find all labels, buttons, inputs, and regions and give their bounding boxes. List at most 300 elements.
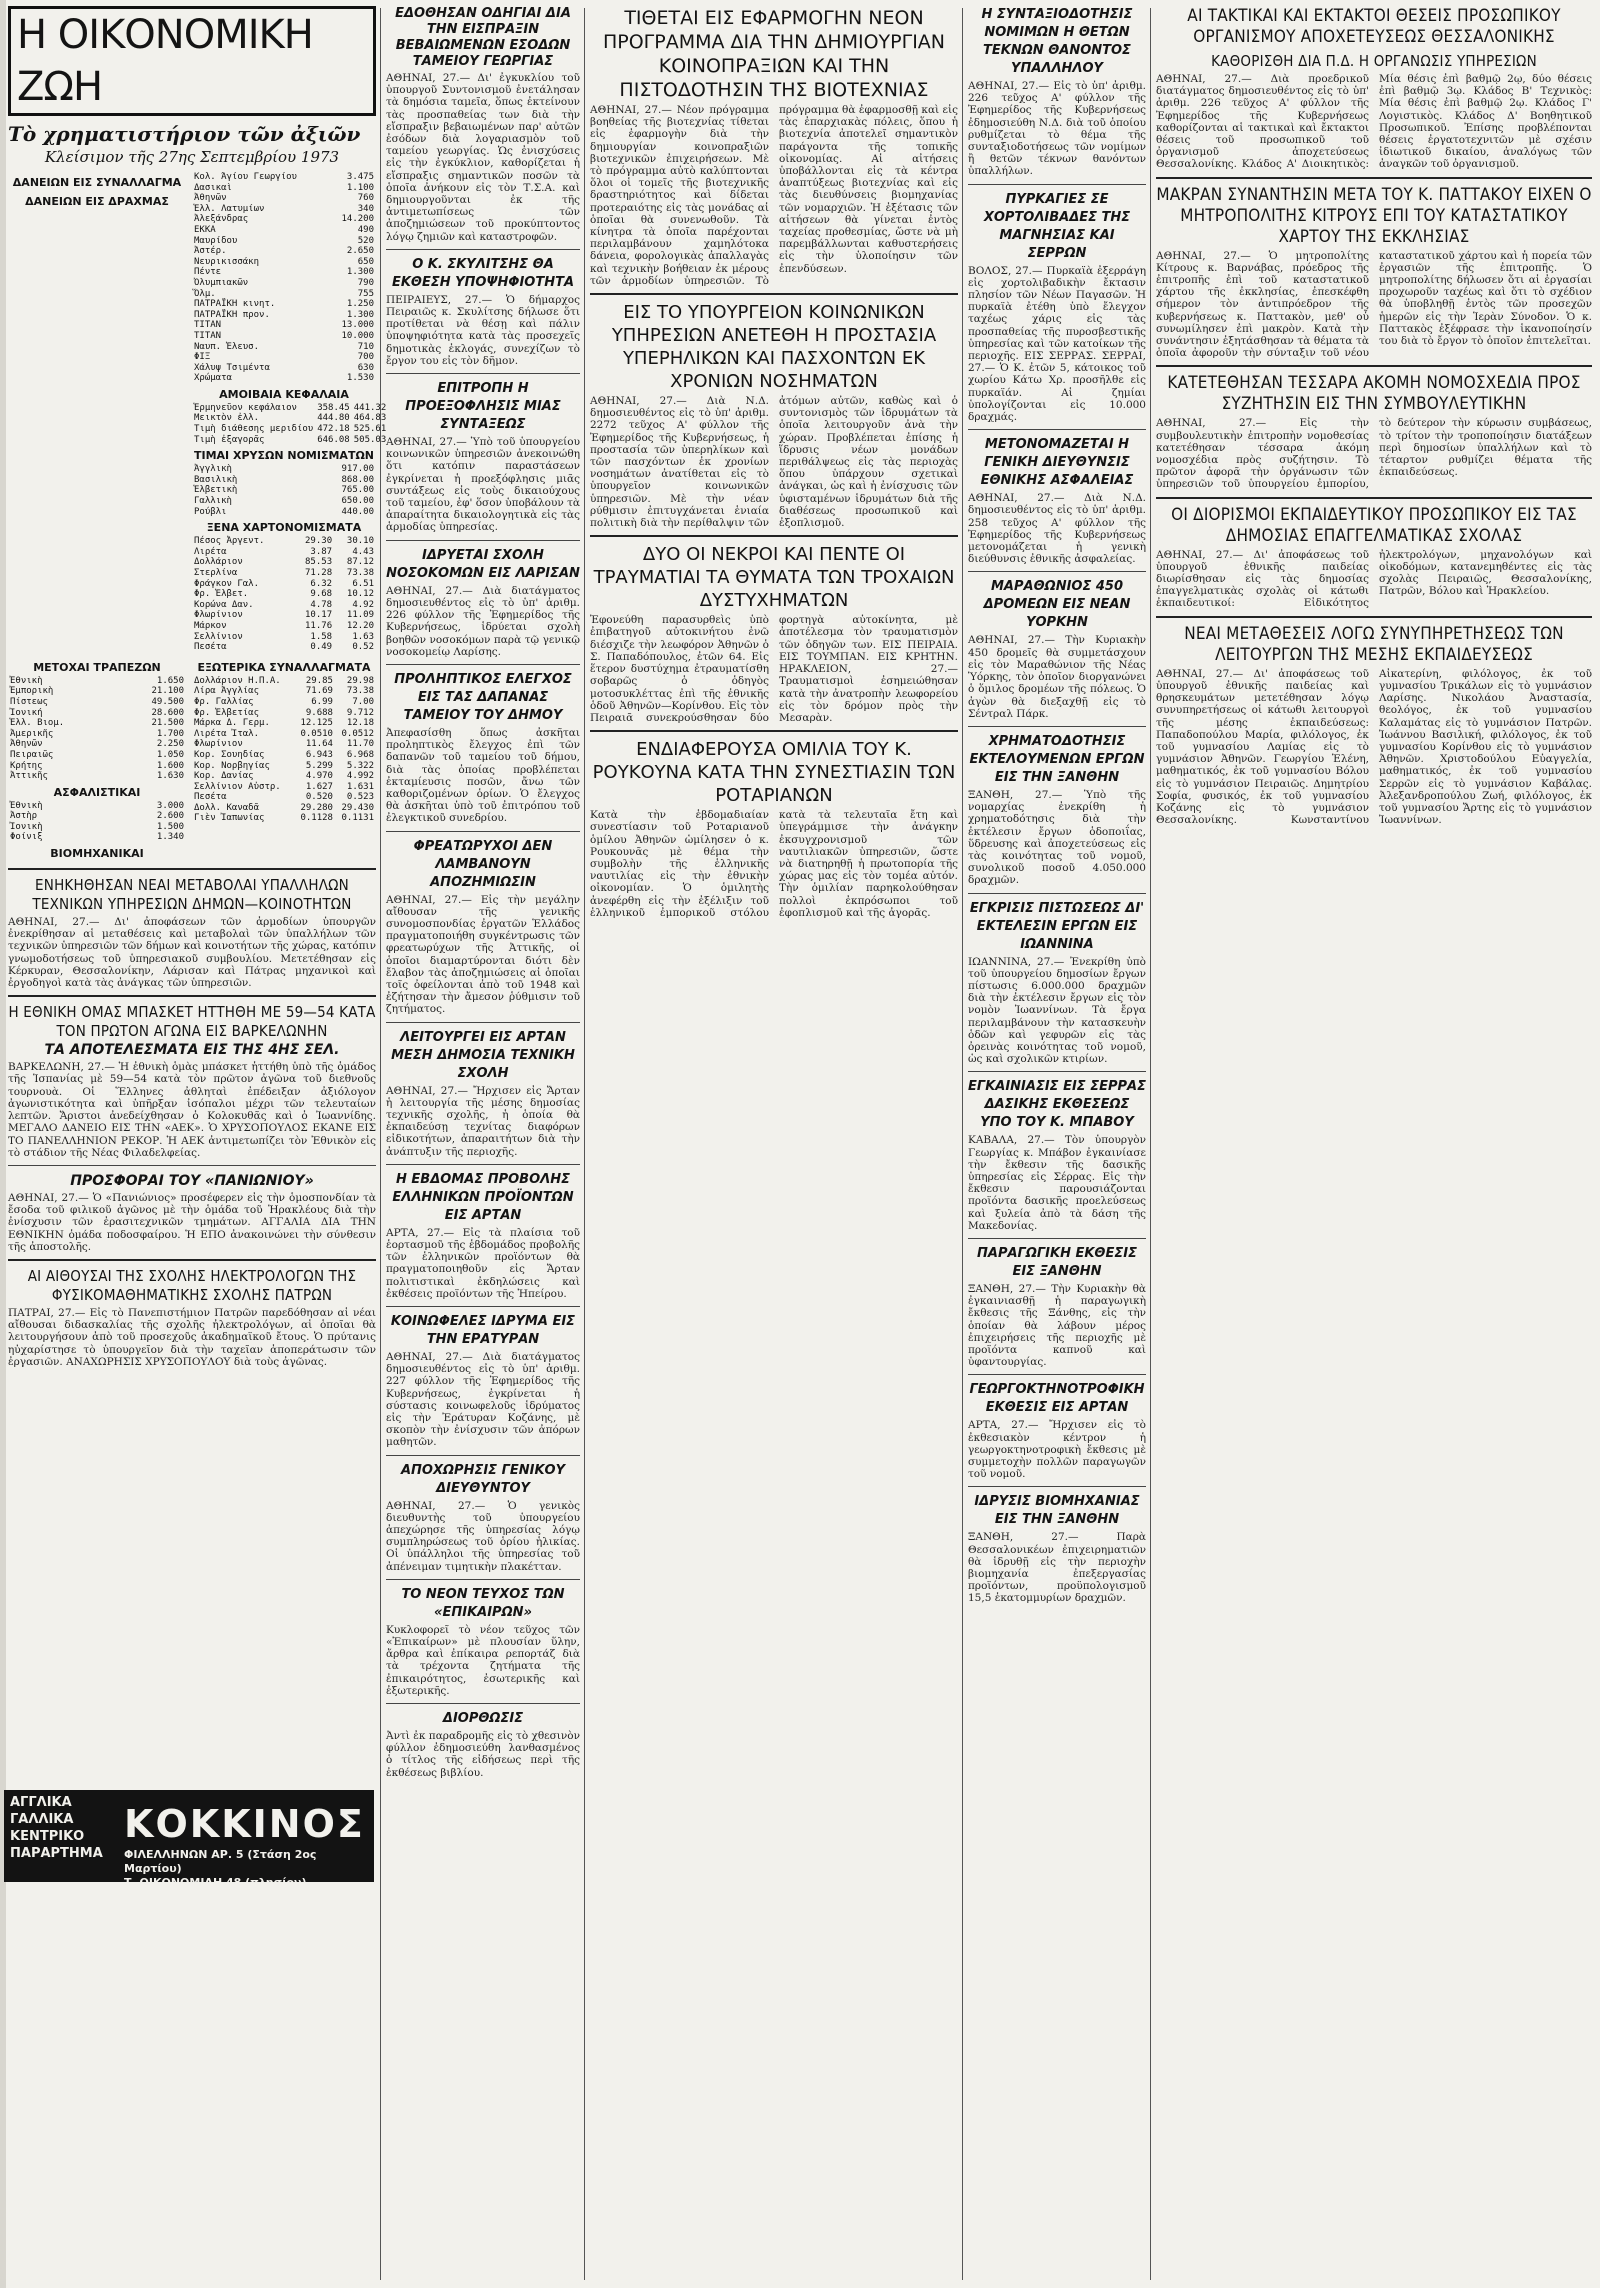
quote-value: 12.18: [346, 718, 374, 729]
quote-name: Κρήτης: [10, 760, 43, 771]
quote-name: Νευρικισσάκη: [194, 256, 260, 267]
quote-value: 2.650: [346, 246, 374, 257]
quote-name: Ἀττικῆς: [10, 771, 48, 782]
quote-name: Ρούβλι: [194, 506, 227, 517]
story-heading: Ο Κ. ΣΚΥΛΙΤΣΗΣ ΘΑ ΕΚΘΕΣΗ ΥΠΟΨΗΦΙΟΤΗΤΑ: [391, 256, 575, 290]
quote-row: [192, 642, 376, 653]
story-heading: Η ΕΘΝΙΚΗ ΟΜΑΣ ΜΠΑΣΚΕΤ ΗΤΤΗΘΗ ΜΕ 59—54 ΚΑΤΑ ΤΟΝ ΠΡΩΤΟΝ ΑΓΩΝΑ ΕΙΣ ΒΑΡΚΕΛΩΝΗΝ: [8, 1003, 376, 1041]
column-5: [1156, 6, 1592, 2282]
quote-value: 6.51: [352, 578, 374, 589]
story-text: ΑΘΗΝΑΙ, 27.— Ὁ «Πανιώνιος» προσέφερεν εἰς τὴν ὁμοσπονδίαν τὰ ἔσοδα τοῦ φιλικοῦ ἀγῶνος μὲ τὴν ὁμάδα τοῦ Ἡρακλέους διὰ τὴν ἐνίσχυσιν τῶν ἐρασιτεχνικῶν τμημάτων. ΑΓΓΑΛΙΑ ΔΙΑ ΤΗΝ ΕΘΝΙΚΗΝ ὁμάδα ποδοσφαίρου. Ἡ ΕΠΟ ἀνακοινώνει τὴν σύνθεσιν τῆς ἀποστολῆς.: [8, 1191, 376, 1253]
quote-row: [8, 761, 186, 772]
story-text: ΙΩΑΝΝΙΝΑ, 27.— Ἐνεκρίθη ὑπὸ τοῦ ὑπουργείου δημοσίων ἔργων πίστωσις 6.000.000 δραχμῶν διὰ τὴν ἐκτέλεσιν ἔργων εἰς τὸν νομὸν Ἰωαννίνων. Τὰ ἔργα περιλαμβάνουν τὴν κατασκευὴν ὁδῶν καὶ γεφυρῶν εἰς τὰς ὀρεινὰς κοινότητας τοῦ νομοῦ, ὡς καὶ σχολικῶν κτιρίων.: [968, 955, 1146, 1066]
quote-name: Ἑρμηνεῦον κεφάλαιον: [194, 402, 297, 413]
quote-value: 28.600: [151, 707, 184, 718]
divider: [968, 1374, 1146, 1375]
story-text: ΑΘΗΝΑΙ, 27.— Ὁ μητροπολίτης Κίτρους κ. Βαρνάβας, πρόεδρος τῆς ἐπιτροπῆς ἐπὶ τοῦ καταστατικοῦ χάρτου τῆς ἐκκλησίας, ἐπεσκέφθη σήμερον τὸν ἀντιπρόεδρον τῆς κυβερνήσεως κ. Παττακὸν, μεθ' οὗ συνωμίλησεν ἐπὶ μακρὸν. Κατὰ τὴν συνάντησιν ἐξητάσθησαν τὰ θέματα τὰ ὁποῖα ἀφοροῦν τὴν σύνταξιν τοῦ νέου καταστατικοῦ χάρτου καὶ ἡ πορεία τῶν ἐργασιῶν τῆς ἐπιτροπῆς. Ὁ μητροπολίτης δήλωσεν ὅτι αἱ ἐργασίαι προχωροῦν ταχέως καὶ ὅτι τὸ σχέδιον θὰ ὑποβληθῇ ἐντὸς τῶν προσεχῶν ἡμερῶν εἰς τὴν Ἱερὰν Σύνοδον. Ὁ κ. Παττακὸς ἐξέφρασε τὴν ἱκανοποίησίν του διὰ τὸ ἔργον τὸ ὁποῖον ἐπιτελεῖται.: [1156, 249, 1592, 360]
quote-name: Ἀλεξάνδρας: [194, 214, 249, 225]
quote-value: 73.38: [346, 686, 374, 697]
quote-value: 9.68: [310, 589, 333, 600]
quote-row: [8, 686, 186, 697]
quote-row: [192, 183, 376, 194]
column-2: [386, 6, 580, 2282]
story-text: ΑΘΗΝΑΙ, 27.— Διὰ προεδρικοῦ διατάγματος δημοσιευθέντος εἰς τὸ ὑπ' ἀριθμ. 226 τεῦχος Α' φύλλον τῆς Ἐφημερίδος τῆς Κυβερνήσεως καθορίζονται αἱ τακτικαὶ καὶ ἔκτακτοι θέσεις τοῦ προσωπικοῦ τοῦ ὀργανισμοῦ ἀποχετεύσεως Θεσσαλονίκης. Κλάδος Α' Διοικητικὸς: Μία θέσις ἐπὶ βαθμῷ 2ῳ, δύο θέσεις ἐπὶ βαθμῷ 3ῳ. Κλάδος Β' Τεχνικὸς: Μία θέσις ἐπὶ βαθμῷ 2ῳ. Κλάδος Γ' Λογιστικὸς. Κλάδος Δ' Βοηθητικοῦ Προσωπικοῦ. Ἐπίσης προβλέπονται θέσεις ἐργατοτεχνιτῶν μὲ σχέσιν ἰδιωτικοῦ δικαίου, ἀναλόγως τῶν ἀναγκῶν τοῦ ὀργανισμοῦ.: [1156, 73, 1592, 171]
column-rule: [1150, 8, 1151, 2280]
quote-name: Σελλίνιον Αὐστρ.: [194, 781, 281, 792]
quote-name: Ἀμερικῆς: [10, 728, 54, 739]
quote-value: 4.92: [352, 599, 374, 610]
quote-row: [192, 475, 376, 486]
heading-exoterika: ΕΞΩΤΕΡΙΚΑ ΣΥΝΑΛΛΑΓΜΑΤΑ: [197, 660, 371, 674]
story-heading: ΠΥΡΚΑΓΙΕΣ ΣΕ ΧΟΡΤΟΛΙΒΑΔΕΣ ΤΗΣ ΜΑΓΝΗΣΙΑΣ ΚΑΙ ΣΕΡΡΩΝ: [983, 191, 1131, 261]
quote-value: 1.300: [346, 309, 374, 320]
quote-name: ΠΑΤΡΑΪΚΗ κινητ.: [194, 299, 276, 310]
quote-row: [8, 697, 186, 708]
story-text: ΑΘΗΝΑΙ, 27.— Νέον πρόγραμμα βοηθείας τῆς βιοτεχνίας τίθεται εἰς ἐφαρμογὴν διὰ τὴν δημιουργίαν κοινοπραξιῶν βιοτεχνικῶν ἐπιχειρήσεων. Μὲ τὸ πρόγραμμα αὐτὸ καλύπτονται ὅλοι οἱ τομεῖς τῆς βιοτεχνικῆς δραστηριότητος καὶ δίδεται προτεραιότης εἰς τὰς μονάδας αἱ ὁποῖαι θὰ συνενωθοῦν. Τὰ κίνητρα τὰ ὁποῖα παρέχονται περιλαμβάνουν χαμηλότοκα δάνεια, φορολογικὰς ἀπαλλαγὰς καὶ τεχνικὴν βοήθειαν ἐκ μέρους τῶν ἁρμοδίων ὑπηρεσιῶν. Τὸ πρόγραμμα θὰ ἐφαρμοσθῇ καὶ εἰς τὰς ἐπαρχιακὰς πόλεις, ὅπου ἡ βιοτεχνία ἀποτελεῖ σημαντικὸν παράγοντα τῆς τοπικῆς οἰκονομίας. Αἱ αἰτήσεις ὑποβάλλονται εἰς τὰ κέντρα ἀναπτύξεως βιοτεχνίας καὶ εἰς τὰς διευθύνσεις βιομηχανίας τῶν νομαρχιῶν. Ἡ ἐξέτασις τῶν αἰτήσεων θὰ γίνεται ἐντὸς ταχείας προθεσμίας, ὥστε νὰ μὴ παρεμβάλλωνται καθυστερήσεις εἰς τὴν ὑλοποίησιν τῶν ἐπενδύσεων.: [590, 104, 958, 287]
story-heading: ΔΥΟ ΟΙ ΝΕΚΡΟΙ ΚΑΙ ΠΕΝΤΕ ΟΙ ΤΡΑΥΜΑΤΙΑΙ ΤΑ ΘΥΜΑΤΑ ΤΩΝ ΤΡΟΧΑΙΩΝ ΔΥΣΤΥΧΗΜΑΤΩΝ: [593, 544, 955, 612]
quote-value: 1.250: [346, 299, 374, 310]
quote-value: 87.12: [346, 557, 374, 568]
story-text: Ἀντὶ ἐκ παραδρομῆς εἰς τὸ χθεσινὸν φύλλον ἐδημοσιεύθη λανθασμένος ὁ τίτλος τῆς εἰδήσεως περὶ τῆς ἐκθέσεως βιβλίου.: [386, 1730, 580, 1779]
story-heading: ΕΙΣ ΤΟ ΥΠΟΥΡΓΕΙΟΝ ΚΟΙΝΩΝΙΚΩΝ ΥΠΗΡΕΣΙΩΝ ΑΝΕΤΕΘΗ Η ΠΡΟΣΤΑΣΙΑ ΥΠΕΡΗΛΙΚΩΝ ΚΑΙ ΠΑΣΧΟΝΤΩΝ ΕΚ ΧΡΟΝΙΩΝ ΝΟΣΗΜΑΤΩΝ: [611, 302, 937, 393]
quote-name: Ἑλλ. Λατυμίων: [194, 203, 265, 214]
quote-value: 700: [357, 352, 374, 363]
divider: [1156, 616, 1592, 618]
quotes-table-xena: [192, 536, 376, 653]
quote-value: 630: [357, 362, 374, 373]
ad-languages: ΑΓΓΛΙΚΑ ΓΑΛΛΙΚΑ ΚΕΝΤΡΙΚΟ ΠΑΡΑΡΤΗΜΑ: [10, 1795, 103, 1861]
quote-row: [192, 424, 388, 435]
story-heading: ΓΕΩΡΓΟΚΤΗΝΟΤΡΟΦΙΚΗ ΕΚΘΕΣΙΣ ΕΙΣ ΑΡΤΑΝ: [969, 1382, 1145, 1416]
divider: [386, 831, 580, 832]
quote-value: 1.627: [305, 781, 333, 792]
quote-row: [8, 739, 186, 750]
story-text: ΑΘΗΝΑΙ, 27.— Ὁ γενικὸς διευθυντὴς τοῦ ὑπουργείου ἀπεχώρησε τῆς ὑπηρεσίας λόγῳ συμπληρώσεως τοῦ ὁρίου ἡλικίας. Οἱ ὑπάλληλοι τῆς ὑπηρεσίας τοῦ ἀπένειμαν τιμητικὴν πλακέτταν.: [386, 1499, 580, 1573]
column-rule: [584, 8, 585, 2280]
quote-row: [192, 363, 376, 374]
quote-value: 30.10: [346, 536, 374, 547]
page-edge: [0, 0, 6, 2288]
quote-row: [192, 739, 376, 750]
quote-value: 505.03: [353, 434, 387, 445]
quote-value: 12.125: [300, 718, 333, 729]
quote-name: Τιμὴ διάθεσης μεριδίου: [194, 424, 314, 435]
quote-name: Κορώνα Δαν.: [194, 599, 254, 610]
quote-name: ΠΑΤΡΑΪΚΗ προν.: [194, 309, 270, 320]
divider: [968, 1071, 1146, 1072]
quote-row: [192, 557, 376, 568]
quote-value: 650: [357, 256, 374, 267]
story-subheading: ΤΑ ΑΠΟΤΕΛΕΣΜΑΤΑ ΕΙΣ ΤΗΣ 4ΗΣ ΣΕΛ.: [44, 1042, 340, 1059]
quote-row: [8, 708, 186, 719]
divider: [968, 571, 1146, 572]
quote-row: [192, 403, 388, 414]
quote-row: [192, 496, 376, 507]
divider: [8, 1259, 376, 1261]
quote-row: [192, 600, 376, 611]
quotes-table-trapezon: [8, 676, 186, 782]
quote-name: Ἐθνικὴ: [10, 675, 43, 686]
story-text: ΒΑΡΚΕΛΩΝΗ, 27.— Ἡ ἐθνικὴ ὁμὰς μπάσκετ ἡττήθη ὑπὸ τῆς ὁμάδος τῆς Ἱσπανίας μὲ 59—54 κατὰ τὸν πρῶτον ἀγῶνα τοῦ διεθνοῦς τουρνουὰ. Οἱ Ἕλληνες ἀθληταὶ ἐπέδειξαν ἀξιόλογον ἀγωνιστικότητα καὶ ὑπῆρξαν ἰσόπαλοι μέχρι τῶν τελευταίων λεπτῶν. Ἄριστοι ἀνεδείχθησαν ὁ Κολοκυθᾶς καὶ ὁ Ἰωαννίδης. ΜΕΓΑΛΟ ΔΑΝΕΙΟ ΕΙΣ ΤΗΝ «ΑΕΚ». Ὁ ΧΡΥΣΟΠΟΥΛΟΣ ΕΚΑΝΕ ΕΙΣ ΤΟ ΠΑΝΕΛΛΗΝΙΟΝ ΡΕΚΟΡ. Ἡ ΑΕΚ ἀντιμετωπίζει τὸν Ἐθνικὸν εἰς τὸ στάδιον τῆς Νέας Φιλαδελφείας.: [8, 1061, 376, 1159]
quote-row: [8, 729, 186, 740]
story-text: ΑΘΗΝΑΙ, 27.— Δι' ἀποφάσεως τοῦ ὑπουργοῦ ἐθνικῆς παιδείας καὶ θρησκευμάτων μετετέθησαν λόγῳ συνυπηρετήσεως οἱ κάτωθι λειτουργοὶ τῆς μέσης ἐκπαιδεύσεως: Παπαδοπούλου Μαρία, φιλόλογος, ἐκ τοῦ γυμνασίου Λαμίας εἰς τὸ γυμνάσιον Ἀθηνῶν. Γεωργίου Ἑλένη, μαθηματικός, ἐκ τοῦ γυμνασίου Βόλου εἰς τὸ γυμνάσιον Πειραιῶς. Δημητρίου Σοφία, φυσικός, ἐκ τοῦ γυμνασίου Κοζάνης εἰς τὸ γυμνάσιον Θεσσαλονίκης. Κωνσταντίνου Αἰκατερίνη, φιλόλογος, ἐκ τοῦ γυμνασίου Τρικάλων εἰς τὸ γυμνάσιον Λαρίσης. Νικολάου Ἀναστασία, θεολόγος, ἐκ τοῦ γυμνασίου Καλαμάτας εἰς τὸ γυμνάσιον Πατρῶν. Ἰωάννου Βασιλική, φιλόλογος, ἐκ τοῦ γυμνασίου Κορίνθου εἰς τὸ γυμνάσιον Ἀθηνῶν. Χριστοδούλου Εὐαγγελία, μαθηματικός, ἐκ τοῦ γυμνασίου Σερρῶν εἰς τὸ γυμνάσιον Καβάλας. Ἀλεξανδροπούλου Ζωή, φιλόλογος, ἐκ τοῦ γυμνασίου Ἄρτης εἰς τὸ γυμνάσιον Ἰωαννίνων.: [1156, 667, 1592, 827]
quote-value: 6.99: [311, 696, 333, 707]
quote-row: [192, 813, 376, 824]
heading-amoibaia: ΑΜΟΙΒΑΙΑ ΚΕΦΑΛΑΙΑ: [219, 387, 349, 401]
quote-value: 49.500: [151, 696, 184, 707]
divider: [1156, 365, 1592, 367]
story-text: Ἀπεφασίσθη ὅπως ἀσκῆται προληπτικὸς ἔλεγχος ἐπὶ τῶν δαπανῶν τοῦ ταμείου τοῦ δήμου, διὰ τὰς ὁποίας προβλέπεται ἐκταμίευσις ποσῶν, ἄνω τῶν καθοριζομένων ὁρίων. Ὁ ἔλεγχος θὰ ἀσκῆται ὑπὸ τοῦ ἐπιτρόπου τοῦ ἐλεγκτικοῦ συνεδρίου.: [386, 726, 580, 825]
quote-name: Ἐθνικὴ: [10, 800, 43, 811]
story-heading: ΛΕΙΤΟΥΡΓΕΙ ΕΙΣ ΑΡΤΑΝ ΜΕΣΗ ΔΗΜΟΣΙΑ ΤΕΧΝΙΚΗ ΣΧΟΛΗ: [391, 1029, 575, 1081]
quote-value: 0.520: [305, 792, 333, 803]
quote-value: 525.61: [353, 424, 387, 435]
quote-name: Χρώματα: [194, 373, 232, 384]
quote-row: [192, 373, 376, 384]
story-heading: ΕΓΚΡΙΣΙΣ ΠΙΣΤΩΣΕΩΣ ΔΙ' ΕΚΤΕΛΕΣΙΝ ΕΡΓΩΝ ΕΙΣ ΙΩΑΝΝΙΝΑ: [969, 900, 1145, 952]
story-heading: ΑΠΟΧΩΡΗΣΙΣ ΓΕΝΙΚΟΥ ΔΙΕΥΘΥΝΤΟΥ: [400, 1462, 566, 1496]
divider: [1156, 497, 1592, 499]
quote-row: [192, 320, 376, 331]
quote-value: 2.600: [156, 811, 184, 822]
quote-value: 11.64: [305, 739, 333, 750]
quote-row: [192, 225, 376, 236]
story-heading: ΦΡΕΑΤΩΡΥΧΟΙ ΔΕΝ ΛΑΜΒΑΝΟΥΝ ΑΠΟΖΗΜΙΩΣΙΝ: [413, 838, 553, 890]
story-text: ΑΘΗΝΑΙ, 27.— Δι' ἐγκυκλίου τοῦ ὑπουργοῦ Συντονισμοῦ ἐνετάλησαν τὰ δημόσια ταμεῖα, ὅπως ἐκτείνουν τὰς προσπαθείας των διὰ τὴν εἴσπραξιν βεβαιωμένων παρ' αὐτῶν ἐσόδων διὰ λογαριασμὸν τοῦ ταμείου γεωργίας. Ὡς ἐνισχύσεις εἰς τὴν ἐγκύκλιον, καθορίζεται ἡ εἴσπραξις σημαντικῶν ποσῶν τὰ ὁποῖα ἀνήκουν εἰς τὸν Τ.Σ.Α. καὶ δημιουργοῦνται ἐκ τῆς ἀντιμετωπίσεως τῶν ἀποζημιώσεων τοῦ προκύπτοντος λόγῳ ζημιῶν καὶ καταστροφῶν.: [386, 72, 580, 243]
quote-value: 6.943: [305, 749, 333, 760]
story-text: ΠΑΤΡΑΙ, 27.— Εἰς τὸ Πανεπιστήμιον Πατρῶν παρεδόθησαν αἱ νέαι αἴθουσαι διδασκαλίας τῆς σχολῆς ἠλεκτρολόγων, αἱ ὁποῖαι θὰ λειτουργήσουν ἀπὸ τοῦ προσεχοῦς ἀκαδημαϊκοῦ ἔτους. Ὁ πρύτανις ηὐχαρίστησε τὸ ὑπουργεῖον διὰ τὴν ταχεῖαν ἀποπεράτωσιν τῶν ἐργασιῶν. ΑΝΑΧΩΡΗΣΙΣ ΧΡΥΣΟΠΟΥΛΟΥ διὰ τοὺς ἀγῶνας.: [8, 1306, 376, 1368]
quotes-area-2: [8, 657, 376, 862]
quote-name: Ναυπ. Ἐλευσ.: [194, 341, 260, 352]
divider: [386, 373, 580, 374]
quote-row: [192, 579, 376, 590]
quote-value: 11.09: [346, 610, 374, 621]
quote-name: Πέντε: [194, 267, 222, 278]
quote-value: 29.430: [341, 802, 374, 813]
story-heading: ΔΙΟΡΘΩΣΙΣ: [442, 1711, 524, 1727]
story-text: ΒΟΛΟΣ, 27.— Πυρκαϊὰ ἐξερράγη εἰς χορτολιβαδικὴν ἔκτασιν πλησίον τῶν Νέων Παγασῶν. Ἡ πυρκαϊὰ ἐτέθη ὑπὸ ἔλεγχον ταχέως χάρις εἰς τὰς προσπαθείας τῆς πυροσβεστικῆς ὑπηρεσίας καὶ τῶν κατοίκων τῆς περιοχῆς. ΕΙΣ ΣΕΡΡΑΣ. ΣΕΡΡΑΙ, 27.— Ὁ Κ. ἐτῶν 5, κάτοικος τοῦ χωρίου Κάτω Χρ. προσῆλθε εἰς πυρκαϊάν. Αἱ ζημίαι ὑπολογίζονται εἰς 10.000 δραχμάς.: [968, 264, 1146, 424]
quote-value: 1.650: [156, 675, 184, 686]
quote-name: Φλωρίνιον: [194, 739, 243, 750]
story-heading: ΙΔΡΥΕΤΑΙ ΣΧΟΛΗ ΝΟΣΟΚΟΜΩΝ ΕΙΣ ΛΑΡΙΣΑΝ: [386, 547, 580, 581]
quote-value: 29.280: [300, 802, 333, 813]
quote-name: Κορ. Δανίας: [194, 771, 254, 782]
divider: [968, 1238, 1146, 1239]
story-heading: ΜΑΡΑΘΩΝΙΟΣ 450 ΔΡΟΜΕΩΝ ΕΙΣ ΝΕΑΝ ΥΟΡΚΗΝ: [983, 579, 1131, 631]
quote-row: [192, 792, 376, 803]
quote-value: 7.00: [352, 696, 374, 707]
quote-name: Φλωρίνιον: [194, 610, 243, 621]
quote-value: 4.992: [346, 771, 374, 782]
quote-value: 11.70: [346, 739, 374, 750]
quote-name: Ἰονική: [10, 707, 43, 718]
quote-value: 6.32: [310, 578, 333, 589]
quote-value: 0.523: [346, 792, 374, 803]
quote-name: Πίστεως: [10, 696, 48, 707]
quote-name: Βασιλικὴ: [194, 474, 238, 485]
story-heading: Η ΣΥΝΤΑΞΙΟΔΟΤΗΣΙΣ ΝΟΜΙΜΩΝ Η ΘΕΤΩΝ ΤΕΚΝΩΝ ΘΑΝΟΝΤΟΣ ΥΠΑΛΛΗΛΟΥ: [981, 7, 1133, 76]
column-rule: [962, 8, 963, 2280]
column-economic: [8, 6, 387, 2282]
quote-row: [192, 193, 376, 204]
quote-row: [192, 435, 388, 446]
story-heading: ΕΝΔΙΑΦΕΡΟΥΣΑ ΟΜΙΛΙΑ ΤΟΥ Κ. ΡΟΥΚΟΥΝΑ ΚΑΤΑ ΤΗΝ ΣΥΝΕΣΤΙΑΣΙΝ ΤΩΝ ΡΟΤΑΡΙΑΝΩΝ: [592, 739, 956, 807]
story-text: ΑΡΤΑ, 27.— Εἰς τὰ πλαίσια τοῦ ἑορτασμοῦ τῆς ἑβδομάδος προβολῆς τῶν ἑλληνικῶν προϊόντων θὰ πραγματοποιηθοῦν εἰς Ἄρταν πολιτιστικαὶ ἐκδηλώσεις καὶ ἐκθέσεις προϊόντων τῆς Ἠπείρου.: [386, 1226, 580, 1300]
quote-name: Πεσέτα: [194, 642, 227, 653]
quote-name: Ὅλμ.: [194, 288, 216, 299]
quote-name: Ἑλβετικὴ: [194, 485, 238, 496]
quote-name: Φράγκον Γαλ.: [194, 578, 260, 589]
quote-value: 10.17: [305, 610, 333, 621]
divider: [386, 1455, 580, 1456]
divider: [590, 535, 958, 537]
quote-value: 3.87: [310, 546, 333, 557]
divider: [386, 540, 580, 541]
quote-name: Ὀλυμπιακῶν: [194, 277, 249, 288]
quote-name: Ἀθηνῶν: [10, 739, 43, 750]
quote-row: [8, 718, 186, 729]
story-heading: ΚΟΙΝΩΦΕΛΕΣ ΙΔΡΥΜΑ ΕΙΣ ΤΗΝ ΕΡΑΤΥΡΑΝ: [390, 1314, 576, 1347]
ad-brand: ΚΟΚΚΙΝΟΣ: [124, 1802, 365, 1846]
quote-name: Φρ. Ἑλβετίας: [194, 707, 260, 718]
column-3: [590, 6, 958, 2282]
divider: [386, 1022, 580, 1023]
quote-row: [192, 782, 376, 793]
quote-value: 490: [357, 224, 374, 235]
quote-row: [192, 697, 376, 708]
quote-name: Κορ. Νορβηγίας: [194, 760, 270, 771]
quote-row: [192, 214, 376, 225]
quote-name: Κορ. Σουηδίας: [194, 749, 265, 760]
quote-name: Φοίνιξ: [10, 832, 43, 843]
quotes-area: [8, 172, 387, 653]
quote-value: 2.250: [156, 739, 184, 750]
story-heading: Η ΕΒΔΟΜΑΣ ΠΡΟΒΟΛΗΣ ΕΛΛΗΝΙΚΩΝ ΠΡΟΪΟΝΤΩΝ ΕΙΣ ΑΡΤΑΝ: [392, 1171, 574, 1223]
quote-row: [192, 485, 376, 496]
quote-row: [8, 832, 186, 843]
quote-value: 1.63: [352, 631, 374, 642]
quote-value: 0.0510: [300, 728, 333, 739]
quote-value: 14.200: [341, 214, 374, 225]
quotes-left: [8, 172, 186, 653]
story-heading: ΤΟ ΝΕΟΝ ΤΕΥΧΟΣ ΤΩΝ «ΕΠΙΚΑΙΡΩΝ»: [401, 1586, 565, 1620]
story-text: ΞΑΝΘΗ, 27.— Τὴν Κυριακὴν θὰ ἐγκαινιασθῇ ἡ παραγωγικὴ ἔκθεσις τῆς Ξάνθης, εἰς τὴν ὁποίαν θὰ λάβουν μέρος ἐπιχειρήσεις τῆς περιοχῆς μὲ προϊόντα καπνοῦ καὶ ὑφαντουργίας.: [968, 1282, 1146, 1369]
divider: [1156, 177, 1592, 179]
quote-value: 4.78: [310, 599, 333, 610]
quote-value: 650.00: [341, 496, 374, 507]
quote-row: [192, 172, 376, 183]
story-heading: ΜΑΚΡΑΝ ΣΥΝΑΝΤΗΣΙΝ ΜΕΤΑ ΤΟΥ Κ. ΠΑΤΤΑΚΟΥ ΕΙΧΕΝ Ο ΜΗΤΡΟΠΟΛΙΤΗΣ ΚΙΤΡΟΥΣ ΕΠΙ ΤΟΥ ΚΑΤΑΣΤΑΤΙΚΟΥ ΧΑΡΤΟΥ ΤΗΣ ΕΚΚΛΗΣΙΑΣ: [1156, 184, 1592, 247]
quote-name: Ἑλλ. Βιομ.: [10, 718, 65, 729]
quote-name: Μάρκα Δ. Γερμ.: [194, 718, 270, 729]
quote-row: [192, 464, 376, 475]
quote-name: Γιὲν Ἰαπωνίας: [194, 813, 265, 824]
quote-row: [192, 750, 376, 761]
divider: [386, 1306, 580, 1307]
quote-value: 917.00: [341, 464, 374, 475]
quote-name: Φρ. Γαλλίας: [194, 696, 254, 707]
quote-value: 1.500: [156, 821, 184, 832]
quote-name: Μάρκον: [194, 620, 227, 631]
quote-name: Κολ. Άγίου Γεωργίου: [194, 172, 297, 182]
quote-name: ΤΙΤΑΝ: [194, 320, 222, 331]
story-heading: ΙΔΡΥΣΙΣ ΒΙΟΜΗΧΑΝΙΑΣ ΕΙΣ ΤΗΝ ΞΑΝΘΗΝ: [974, 1494, 1140, 1528]
quote-row: [192, 507, 376, 518]
quote-value: 441.32: [353, 402, 387, 413]
quote-value: 3.000: [156, 800, 184, 811]
quote-value: 12.20: [346, 620, 374, 631]
quote-row: [8, 676, 186, 687]
divider: [968, 1486, 1146, 1487]
quote-value: 1.631: [346, 781, 374, 792]
story-text: ΑΘΗΝΑΙ, 27.— Δι' ἀποφάσεως τοῦ ὑπουργοῦ ἐθνικῆς παιδείας διωρίσθησαν εἰς τὰς δημοσίας ἐπαγγελματικὰς σχολὰς οἱ κάτωθι ἐκπαιδευτικοί: Εἰδικότητος ἠλεκτρολόγων, μηχανολόγων καὶ οἰκοδόμων, κατανεμηθέντες εἰς τὰς σχολὰς Πειραιῶς, Θεσσαλονίκης, Πατρῶν, Βόλου καὶ Ἡρακλείου.: [1156, 548, 1592, 610]
quote-row: [192, 352, 376, 363]
quote-value: 29.85: [305, 675, 333, 686]
quote-value: 0.52: [352, 642, 374, 653]
story-heading: ΤΙΘΕΤΑΙ ΕΙΣ ΕΦΑΡΜΟΓΗΝ ΝΕΟΝ ΠΡΟΓΡΑΜΜΑ ΔΙΑ ΤΗΝ ΔΗΜΙΟΥΡΓΙΑΝ ΚΟΙΝΟΠΡΑΞΙΩΝ ΚΑΙ ΤΗΝ ΠΙΣΤΟΔΟΤΗΣΙΝ ΤΗΣ ΒΙΟΤΕΧΝΙΑΣ: [602, 7, 946, 101]
story-heading: ΑΙ ΑΙΘΟΥΣΑΙ ΤΗΣ ΣΧΟΛΗΣ ΗΛΕΚΤΡΟΛΟΓΩΝ ΤΗΣ ΦΥΣΙΚΟΜΑΘΗΜΑΤΙΚΗΣ ΣΧΟΛΗΣ ΠΑΤΡΩΝ: [27, 1266, 357, 1304]
quote-value: 358.45: [317, 402, 350, 413]
quote-row: [8, 750, 186, 761]
ad-address-line: Τ. ΟΙΚΟΝΟΜΙΔΗ 48 (πλησίον): [124, 1876, 307, 1889]
story-text: ΑΘΗΝΑΙ, 27.— Εἰς τὴν μεγάλην αἴθουσαν τῆς γενικῆς συνομοσπονδίας ἐργατῶν Ἑλλάδος πραγματοποιήθη συγκέντρωσις τῶν φρεατωρύχων τῆς Ἀττικῆς, οἱ ὁποῖοι διαμαρτύρονται διότι δὲν ἔλαβον τὰς ἀποζημιώσεις αἱ ὁποῖαι τοῖς ὀφείλονται ἀπὸ τοῦ 1948 καὶ ἐζήτησαν τὴν ἄμεσον ῥύθμισιν τοῦ ζητήματος.: [386, 893, 580, 1016]
column-4: [968, 6, 1146, 2282]
divider: [386, 249, 580, 250]
advertisement-kokkinos: [4, 1790, 374, 1889]
quote-value: 760: [357, 193, 374, 204]
quotes-left-2: [8, 657, 186, 862]
quote-value: 520: [357, 235, 374, 246]
divider: [386, 1703, 580, 1704]
quote-row: [192, 413, 388, 424]
story-heading: ΚΑΤΕΤΕΘΗΣΑΝ ΤΕΣΣΑΡΑ ΑΚΟΜΗ ΝΟΜΟΣΧΕΔΙΑ ΠΡΟΣ ΣΥΖΗΤΗΣΙΝ ΕΙΣ ΤΗΝ ΣΥΜΒΟΥΛΕΥΤΙΚΗΝ: [1167, 373, 1581, 415]
quote-value: 21.500: [151, 718, 184, 729]
quote-value: 5.322: [346, 760, 374, 771]
quote-name: ΤΙΤΑΝ: [194, 330, 222, 341]
heading-asfalistikai: ΑΣΦΑΛΙΣΤΙΚΑΙ: [53, 785, 141, 799]
quote-row: [192, 236, 376, 247]
quote-name: Ἀστὴρ: [10, 811, 38, 822]
heading-xena: ΞΕΝΑ ΧΑΡΤΟΝΟΜΙΣΜΑΤΑ: [206, 521, 362, 535]
story-heading: ΧΡΗΜΑΤΟΔΟΤΗΣΙΣ ΕΚΤΕΛΟΥΜΕΝΩΝ ΕΡΓΩΝ ΕΙΣ ΤΗΝ ΞΑΝΘΗΝ: [969, 733, 1145, 785]
quote-value: 1.300: [346, 267, 374, 278]
quote-row: [8, 771, 186, 782]
quote-row: [192, 686, 376, 697]
quote-value: 1.700: [156, 728, 184, 739]
story-text: ΑΘΗΝΑΙ, 27.— Τὴν Κυριακὴν 450 δρομεῖς θὰ συμμετάσχουν εἰς τὸν Μαραθώνιον τῆς Νέας Ὑόρκης, τὸν ὁποῖον διοργανώνει ὁ ὅμιλος δρομέων τῆς πόλεως. Ὁ ἀγὼν θὰ διεξαχθῇ εἰς τὸ Σέντραλ Πάρκ.: [968, 634, 1146, 720]
quote-name: Λιρέτα: [194, 546, 227, 557]
quote-value: 4.970: [305, 771, 333, 782]
quote-row: [192, 310, 376, 321]
quote-value: 755: [357, 288, 374, 299]
column-rule: [380, 8, 381, 2280]
divider: [968, 184, 1146, 185]
quote-name: Φρ. Ἑλβετ.: [194, 589, 249, 600]
story-text: ΑΘΗΝΑΙ, 27.— Διὰ διατάγματος δημοσιευθέντος εἰς τὸ ὑπ' ἀριθμ. 227 φύλλον τῆς Ἐφημερίδος τῆς Κυβερνήσεως, ἐγκρίνεται ἡ σύστασις κοινωφελοῦς ἱδρύματος εἰς τὴν Ἐράτυραν Κοζάνης, μὲ σκοπὸν τὴν ἐνίσχυσιν τῶν ἀπόρων μαθητῶν.: [386, 1351, 580, 1449]
heading-trapezon: ΜΕΤΟΧΑΙ ΤΡΑΠΕΖΩΝ: [33, 660, 161, 674]
heading-chrysa: ΤΙΜΑΙ ΧΡΥΣΩΝ ΝΟΜΙΣΜΑΤΩΝ: [193, 449, 375, 463]
quote-value: 4.43: [352, 546, 374, 557]
story-text: ΑΘΗΝΑΙ, 27.— Ἤρχισεν εἰς Ἄρταν ἡ λειτουργία τῆς μέσης δημοσίας τεχνικῆς σχολῆς, ἡ ὁποία θὰ ἐκπαιδεύσῃ τεχνίτας διαφόρων εἰδικοτήτων, ἀπαραιτήτων διὰ τὴν ἀνάπτυξιν τῆς περιοχῆς.: [386, 1084, 580, 1158]
quote-name: Πειραιῶς: [10, 749, 54, 760]
quote-name: Στερλίνα: [194, 568, 238, 578]
story-text: ΑΘΗΝΑΙ, 27.— Ὑπὸ τοῦ ὑπουργείου κοινωνικῶν ὑπηρεσιῶν ἀνεκοινώθη ὅτι κατόπιν παραστάσεων ἐγκρίνεται ἡ προεξόφλησις μιᾶς συντάξεως εἰς τοὺς δικαιούχους τοῦ ταμείου, ἐφ' ὅσον ὑποβάλουν τὰ ἀπαραίτητα δικαιολογητικὰ εἰς τὰς ἁρμοδίας ὑπηρεσίας.: [386, 436, 580, 534]
quote-name: Τιμὴ ἐξαγορᾶς: [194, 434, 265, 445]
quote-value: 646.08: [317, 434, 350, 445]
story-heading: ΕΝΗΚΗΘΗΣΑΝ ΝΕΑΙ ΜΕΤΑΒΟΛΑΙ ΥΠΑΛΛΗΛΩΝ ΤΕΧΝΙΚΩΝ ΥΠΗΡΕΣΙΩΝ ΔΗΜΩΝ—ΚΟΙΝΟΤΗΤΩΝ: [32, 876, 352, 914]
quote-row: [192, 331, 376, 342]
quote-name: Ἀγγλικὴ: [194, 464, 232, 475]
quote-value: 11.76: [305, 620, 333, 631]
quote-value: 21.100: [151, 686, 184, 697]
section-subtitle: Τὸ χρηματιστήριον τῶν ἀξιῶν: [8, 122, 361, 146]
quote-row: [192, 676, 376, 687]
story-heading: ΕΓΚΑΙΝΙΑΣΙΣ ΕΙΣ ΣΕΡΡΑΣ ΔΑΣΙΚΗΣ ΕΚΘΕΣΕΩΣ ΥΠΟ ΤΟΥ Κ. ΜΠΑΒΟΥ: [968, 1079, 1146, 1131]
divider: [590, 293, 958, 295]
quote-name: Λίρα Ἀγγλίας: [194, 686, 260, 697]
divider: [386, 664, 580, 665]
story-heading: ΠΑΡΑΓΩΓΙΚΗ ΕΚΘΕΣΙΣ ΕΙΣ ΞΑΝΘΗΝ: [977, 1245, 1137, 1279]
story-text: ΑΘΗΝΑΙ, 27.— Εἰς τὴν συμβουλευτικὴν ἐπιτροπὴν νομοθεσίας κατετέθησαν τέσσαρα ἀκόμη νομοσχέδια πρὸς συζήτησιν. Τὸ πρῶτον ἀφορᾶ τὴν ὀργάνωσιν τῶν ὑπηρεσιῶν τοῦ ὑπουργείου ἐμπορίου, τὸ δεύτερον τὴν κύρωσιν συμβάσεως, τὸ τρίτον τὴν τροποποίησιν διατάξεων περὶ δημοσίων ὑπαλλήλων καὶ τὸ τέταρτον ρυθμίζει θέματα τῆς ἐκπαιδεύσεως.: [1156, 417, 1592, 491]
quote-row: [192, 803, 376, 814]
quote-value: 6.968: [346, 749, 374, 760]
quote-value: 340: [357, 203, 374, 214]
story-heading: ΜΕΤΟΝΟΜΑΖΕΤΑΙ Η ΓΕΝΙΚΗ ΔΙΕΥΘΥΝΣΙΣ ΕΘΝΙΚΗΣ ΑΣΦΑΛΕΙΑΣ: [980, 437, 1134, 489]
quote-name: Χάλυψ Τσιμέντα: [194, 362, 270, 373]
quote-value: 0.0512: [341, 728, 374, 739]
quotes-table-chrysa: [192, 464, 376, 517]
story-text: ΚΑΒΑΛΑ, 27.— Τὸν ὑπουργὸν Γεωργίας κ. Μπάβον ἐγκαινίασε τὴν ἔκθεσιν τῆς δασικῆς ὑπηρεσίας εἰς Σέρρας. Εἰς τὴν ἔκθεσιν παρουσιάζονται προϊόντα δασικῆς προελεύσεως καὶ ξυλεία ἀπὸ τὰ δάση τῆς Μακεδονίας.: [968, 1134, 1146, 1232]
quote-name: Δασικαὶ: [194, 182, 232, 193]
story-text: ΑΘΗΝΑΙ, 27.— Δι' ἀποφάσεων τῶν ἀρμοδίων ὑπουργῶν ἐνεκρίθησαν αἱ μεταθέσεις καὶ μεταβολαὶ τῶν ὑπαλλήλων τῶν τεχνικῶν ὑπηρεσιῶν τῶν δήμων καὶ κοινοτήτων τῆς χώρας, κατόπιν γνωμοδοτήσεως τοῦ ὑπηρεσιακοῦ συμβουλίου. Μετετέθησαν εἰς Κέρκυραν, Θεσσαλονίκην, Λάρισαν καὶ Πάτρας μηχανικοὶ καὶ ἐργοδηγοὶ κατὰ τὰς ἀνάγκας τῶν ὑπηρεσιῶν.: [8, 916, 376, 990]
heading-viomichanikai: ΒΙΟΜΗΧΑΝΙΚΑΙ: [50, 847, 144, 861]
quote-value: 440.00: [341, 506, 374, 517]
quote-value: 790: [357, 277, 374, 288]
story-heading: ΠΡΟΛΗΠΤΙΚΟΣ ΕΛΕΓΧΟΣ ΕΙΣ ΤΑΣ ΔΑΠΑΝΑΣ ΤΑΜΕΙΟΥ ΤΟΥ ΔΗΜΟΥ: [394, 671, 572, 723]
quote-name: Σελλίνιον: [194, 631, 243, 642]
quote-value: 13.000: [341, 320, 374, 331]
quote-value: 464.83: [353, 413, 387, 424]
quote-value: 1.530: [346, 373, 374, 384]
quote-row: [192, 589, 376, 600]
quotes-table-asfal: [8, 801, 186, 843]
quote-value: 29.98: [346, 675, 374, 686]
divider: [8, 868, 376, 870]
quote-name: Ἀθηνῶν: [194, 193, 227, 204]
quote-row: [192, 299, 376, 310]
quote-value: 1.050: [156, 749, 184, 760]
quote-row: [192, 278, 376, 289]
quote-name: Μεικτὸν ἐλλ.: [194, 413, 260, 424]
quote-row: [192, 289, 376, 300]
quote-name: Μαυρίδου: [194, 235, 238, 246]
story-heading: ΝΕΑΙ ΜΕΤΑΘΕΣΕΙΣ ΛΟΓΩ ΣΥΝΥΠΗΡΕΤΗΣΕΩΣ ΤΩΝ ΛΕΙΤΟΥΡΓΩΝ ΤΗΣ ΜΕΣΗΣ ΕΚΠΑΙΔΕΥΣΕΩΣ: [1184, 623, 1564, 665]
story-heading: ΕΔΟΘΗΣΑΝ ΟΔΗΓΙΑΙ ΔΙΑ ΤΗΝ ΕΙΣΠΡΑΞΙΝ ΒΕΒΑΙΩΜΕΝΩΝ ΕΣΟΔΩΝ ΤΑΜΕΙΟΥ ΓΕΩΡΓΙΑΣ: [395, 6, 571, 69]
quote-value: 71.69: [305, 686, 333, 697]
quote-value: 71.28: [305, 568, 333, 578]
story-heading: ΕΠΙΤΡΟΠΗ Η ΠΡΟΕΞΟΦΛΗΣΙΣ ΜΙΑΣ ΣΥΝΤΑΞΕΩΣ: [405, 381, 561, 433]
divider: [8, 995, 376, 997]
story-text: Κατὰ τὴν ἑβδομαδιαίαν συνεστίασιν τοῦ Ροταριανοῦ ὁμίλου Ἀθηνῶν ὡμίλησεν ὁ κ. Ρουκουνᾶς μὲ θέμα τὴν συμβολὴν τῆς ἑλληνικῆς ναυτιλίας εἰς τὴν ἐθνικὴν οἰκονομίαν. Ὁ ὁμιλητὴς ἀνεφέρθη εἰς τὴν ἐξέλιξιν τοῦ ἑλληνικοῦ ἐμπορικοῦ στόλου κατὰ τὰ τελευταῖα ἔτη καὶ ὑπεγράμμισε τὴν ἀνάγκην ἐκσυγχρονισμοῦ τῶν ναυτιλιακῶν ὑπηρεσιῶν, ὥστε νὰ διατηρηθῇ ἡ πρωτοπορία τῆς χώρας μας εἰς τὸν τομέα αὐτόν. Τὴν ὁμιλίαν παρηκολούθησαν πολλοὶ ἐκπρόσωποι τοῦ ἐφοπλισμοῦ καὶ τῆς ἀγορᾶς.: [590, 809, 958, 919]
story-text: ΞΑΝΘΗ, 27.— Ὑπὸ τῆς νομαρχίας ἐνεκρίθη ἡ χρηματοδότησις διὰ τὴν ἐκτέλεσιν ἔργων ὁδοποιΐας, ὕδρευσης καὶ ἀποχετεύσεως εἰς τὰς κοινότητας τοῦ νομοῦ, συνολικοῦ ποσοῦ 4.050.000 δραχμῶν.: [968, 788, 1146, 887]
quote-value: 5.299: [305, 760, 333, 771]
quotes-right: [192, 172, 387, 653]
quote-name: Δολλάριον: [194, 557, 243, 568]
quotes-table-shares: [192, 172, 376, 384]
divider: [968, 429, 1146, 430]
quote-value: 73.38: [346, 568, 374, 578]
quote-value: 9.688: [305, 707, 333, 718]
